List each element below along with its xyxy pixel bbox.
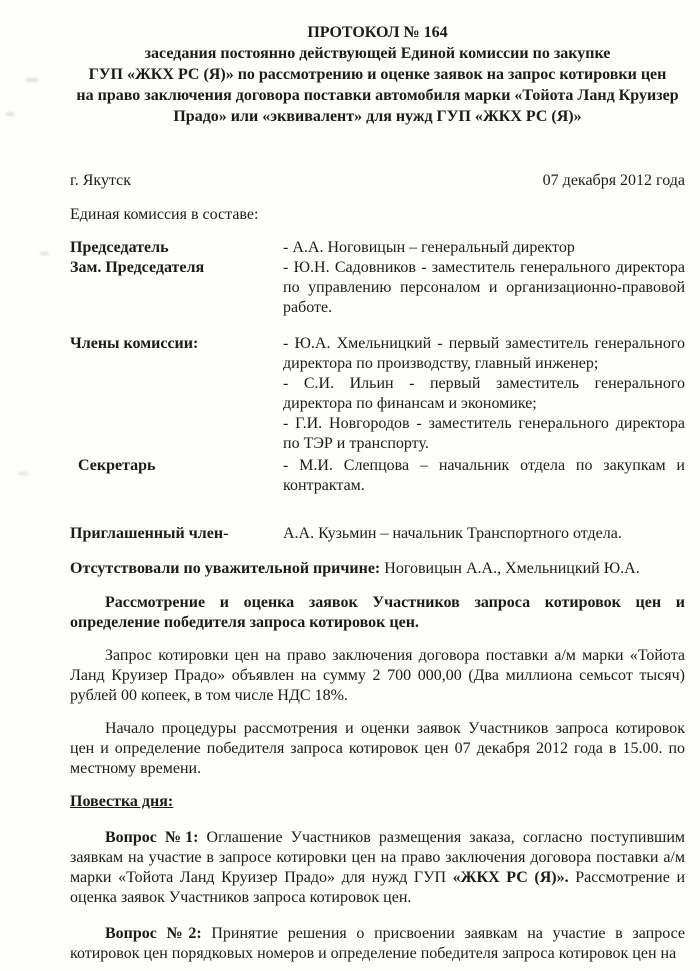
- scan-artifact: [40, 252, 49, 255]
- question-1-text: Оглашение Участников размещения заказа, согласно поступившим заявкам на участие в запросе котировки цен на право заключения договора поставки а/м марки «Тойота Ланд Круизер Прадо» для нужд ГУП: [70, 829, 686, 886]
- role-label-chairman: Председатель: [70, 239, 169, 256]
- title-line: на право заключения договора поставки автомобиля марки «Тойота Ланд Круизер: [76, 87, 679, 104]
- scan-artifact: [26, 78, 38, 82]
- question-1: [70, 828, 685, 908]
- row-secretary: [70, 456, 685, 496]
- subject-heading: Рассмотрение и оценка заявок Участников запроса котировок цен и определение победителя запроса котировок цен.: [70, 594, 685, 631]
- absent-label: Отсутствовали по уважительной причине:: [70, 560, 381, 577]
- role-desc-chairman: - А.А. Ноговицын – генеральный директор: [283, 239, 575, 256]
- question-2-label: Вопрос №2:: [105, 925, 202, 942]
- question-2-text: Принятие решения о присвоении заявкам на участие в запросе котировок цен порядковых номеров и определение победителя запроса котировок цен на: [70, 925, 685, 962]
- role-label-members: Члены комиссии:: [70, 335, 199, 352]
- role-label-vice-chairman: Зам. Председателя: [70, 259, 205, 276]
- member-ilyin: - С.И. Ильин - первый заместитель генерального директора по финансам и экономике;: [283, 375, 685, 412]
- scan-artifact: [18, 472, 28, 475]
- title-line: Прадо» или «эквивалент» для нужд ГУП «ЖКХ РС (Я)»: [173, 108, 582, 125]
- question-2: [70, 924, 685, 964]
- role-desc-vice-chairman: - Ю.Н. Садовников - заместитель генерального директора по управлению персоналом и организационно-правовой работе.: [283, 259, 685, 316]
- absent-line: [70, 559, 685, 579]
- commission-intro: Единая комиссия в составе:: [70, 206, 259, 223]
- role-desc-invited: А.А. Кузьмин – начальник Транспортного отдела.: [283, 525, 622, 542]
- role-desc-members: [283, 334, 685, 454]
- title-line: заседания постоянно действующей Единой комиссии по закупке: [144, 45, 611, 62]
- absent-names: Ноговицын А.А., Хмельницкий Ю.А.: [384, 560, 640, 577]
- row-commission-members: [70, 334, 685, 454]
- role-desc-secretary: - М.И. Слепцова – начальник отдела по закупкам и контрактам.: [283, 457, 685, 494]
- agenda-heading: [70, 792, 685, 812]
- date-label: 07 декабря 2012 года: [542, 172, 685, 189]
- role-label-secretary: Секретарь: [78, 457, 156, 474]
- member-khmelnitsky: - Ю.А. Хмельницкий - первый заместитель генерального директора по производству, главный инженер;: [283, 335, 685, 372]
- paragraph-start-time: Начало процедуры рассмотрения и оценки заявок Участников запроса котировок цен и определение победителя запроса котировок цен 07 декабря 2012 года в 15.00. по местному времени.: [70, 720, 685, 777]
- row-vice-chairman: [70, 258, 685, 318]
- question-1-label: Вопрос №1:: [105, 829, 199, 846]
- title-line: ГУП «ЖКХ РС (Я)» по рассмотрению и оценке заявок на запрос котировки цен: [88, 66, 667, 83]
- title-line-protocol-number: ПРОТОКОЛ № 164: [307, 24, 448, 41]
- question-1-text-end: Рассмотрение и оценка заявок Участников запроса котировок цен.: [70, 869, 686, 906]
- paragraph-price: Запрос котировки цен на право заключения договора поставки а/м марки «Тойота Ланд Круизер Прадо» объявлен на сумму 2 700 000,00 (Два миллиона семьсот тысяч) рублей 00 копеек, в том числе НДС 18%.: [70, 647, 685, 704]
- role-label-invited: Приглашенный член-: [70, 525, 229, 542]
- row-invited-member: [70, 524, 685, 544]
- question-1-bold-org: «ЖКХ РС (Я)».: [452, 869, 569, 886]
- row-chairman: [70, 238, 685, 258]
- city-label: г. Якутск: [70, 172, 132, 189]
- commission-table: [70, 238, 685, 544]
- agenda-heading-text: Повестка дня:: [70, 793, 174, 810]
- scan-artifact: [6, 112, 14, 116]
- member-novgorodov: - Г.И. Новгородов - заместитель генерального директора по ТЭР и транспорту.: [283, 415, 685, 452]
- document-title: [70, 22, 685, 127]
- meta-row: [70, 171, 685, 191]
